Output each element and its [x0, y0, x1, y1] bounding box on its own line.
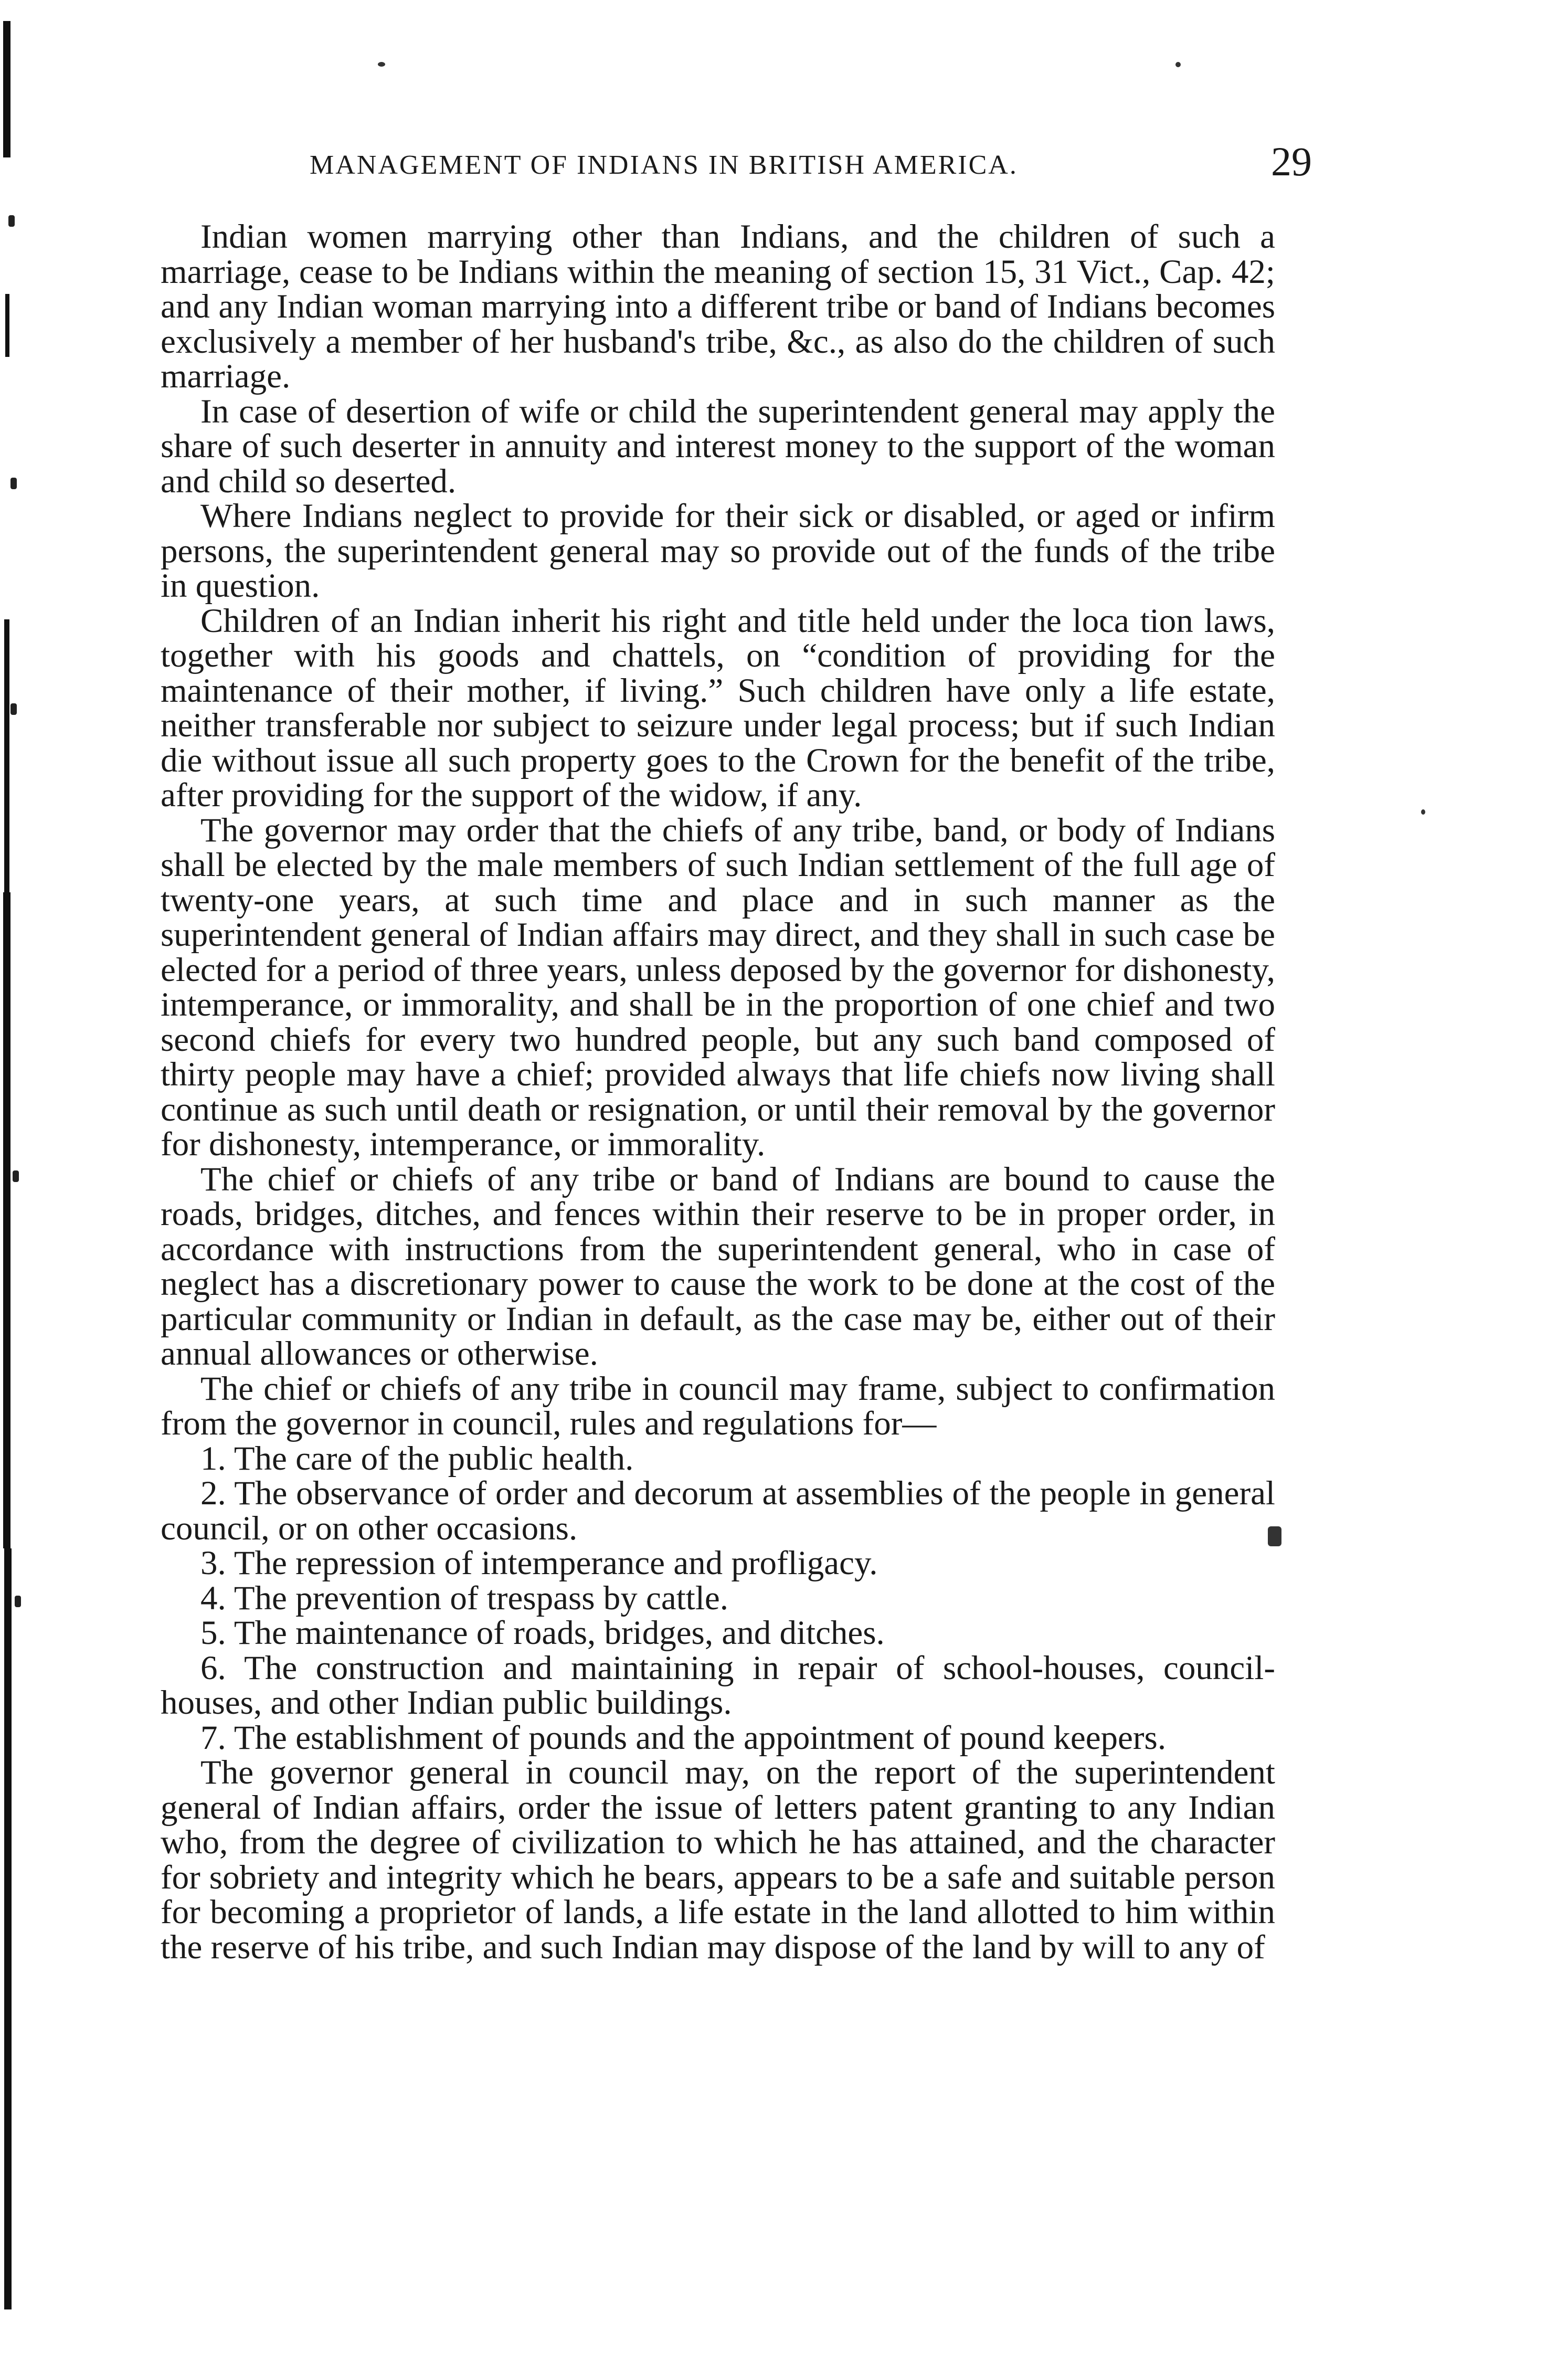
ink-speck — [1175, 62, 1181, 67]
paragraph: The governor may order that the chiefs of any tribe, band, or body of Indians shall be elected by the male members of such Indian settlement of the full age of twenty-one years, at such time and place and in such manner as the superintendent general of Indian affairs may direct, and they shall in such case be elected for a period of three years, unless deposed by the governor for dishonesty, intemperance, or immorality, and shall be in the proportion of one chief and two second chiefs for every two hundred people, but any such band composed of thirty people may have a chief; provided always that life chiefs now living shall continue as such until death or resignation, or until their removal by the governor for dishonesty, intemperance, or immorality. — [161, 811, 1275, 1163]
list-item: 5. The maintenance of roads, bridges, and ditches. — [200, 1614, 885, 1652]
paragraph: The chief or chiefs of any tribe in council may frame, subject to confirmation from the governor in council, rules and regulations for— — [161, 1369, 1275, 1442]
page-header — [310, 139, 1312, 186]
paragraph: The chief or chiefs of any tribe or band of Indians are bound to cause the roads, bridges, ditches, and fences within their reserve to be in proper order, in accordance with instructions from the superintendent general, who in case of neglect has a discretionary power to cause the work to be done at the cost of the particular community or Indian in default, as the case may be, either out of their annual allowances or otherwise. — [161, 1160, 1275, 1373]
paragraph: Children of an Indian inherit his right and title held under the loca tion laws, together with his goods and chattels, on “condition of providing for the maintenance of their mother, if living.” Such children have only a life estate, neither transferable nor subject to seizure under legal process; but if such Indian die without issue all such property goes to the Crown for the benefit of the tribe, after providing for the support of the widow, if any. — [161, 602, 1275, 814]
page-number: 29 — [1271, 139, 1312, 184]
running-title: MANAGEMENT OF INDIANS IN BRITISH AMERICA. — [310, 150, 1018, 180]
list-item: 1. The care of the public health. — [200, 1439, 634, 1478]
body-text — [161, 219, 1275, 1965]
list-item: 2. The observance of order and decorum at assemblies of the people in general council, or on other occasions. — [161, 1474, 1275, 1547]
paragraph: Where Indians neglect to provide for their sick or disabled, or aged or infirm persons, the superintendent general may so provide out of the funds of the tribe in question. — [161, 497, 1275, 605]
list-item: 3. The repression of intemperance and profligacy. — [200, 1544, 878, 1582]
list-item: 4. The prevention of trespass by cattle. — [200, 1579, 729, 1617]
binding-edge-marks — [3, 0, 15, 2363]
paragraph: In case of desertion of wife or child the superintendent general may apply the share of such deserter in annuity and interest money to the support of the woman and child so deserted. — [161, 392, 1275, 500]
list-item: 7. The establishment of pounds and the appointment of pound keepers. — [200, 1718, 1167, 1757]
ink-speck — [378, 62, 385, 67]
paragraph: The governor general in council may, on the report of the superintendent general of Indian affairs, order the issue of letters patent granting to any Indian who, from the degree of civilization to which he has attained, and the character for sobriety and integrity which he bears, appears to be a safe and suitable person for becoming a proprietor of lands, a life estate in the land allotted to him within the reserve of his tribe, and such Indian may dispose of the land by will to any of — [161, 1754, 1275, 1966]
list-item: 6. The construction and maintaining in repair of school-houses, council-houses, and other Indian public buildings. — [161, 1649, 1275, 1722]
paragraph: Indian women marrying other than Indians, and the children of such a marriage, cease to be Indians within the meaning of section 15, 31 Vict., Cap. 42; and any Indian woman marrying into a different tribe or band of Indians becomes exclusively a member of her husband's tribe, &c., as also do the children of such marriage. — [161, 218, 1275, 395]
ink-speck — [1421, 809, 1425, 815]
